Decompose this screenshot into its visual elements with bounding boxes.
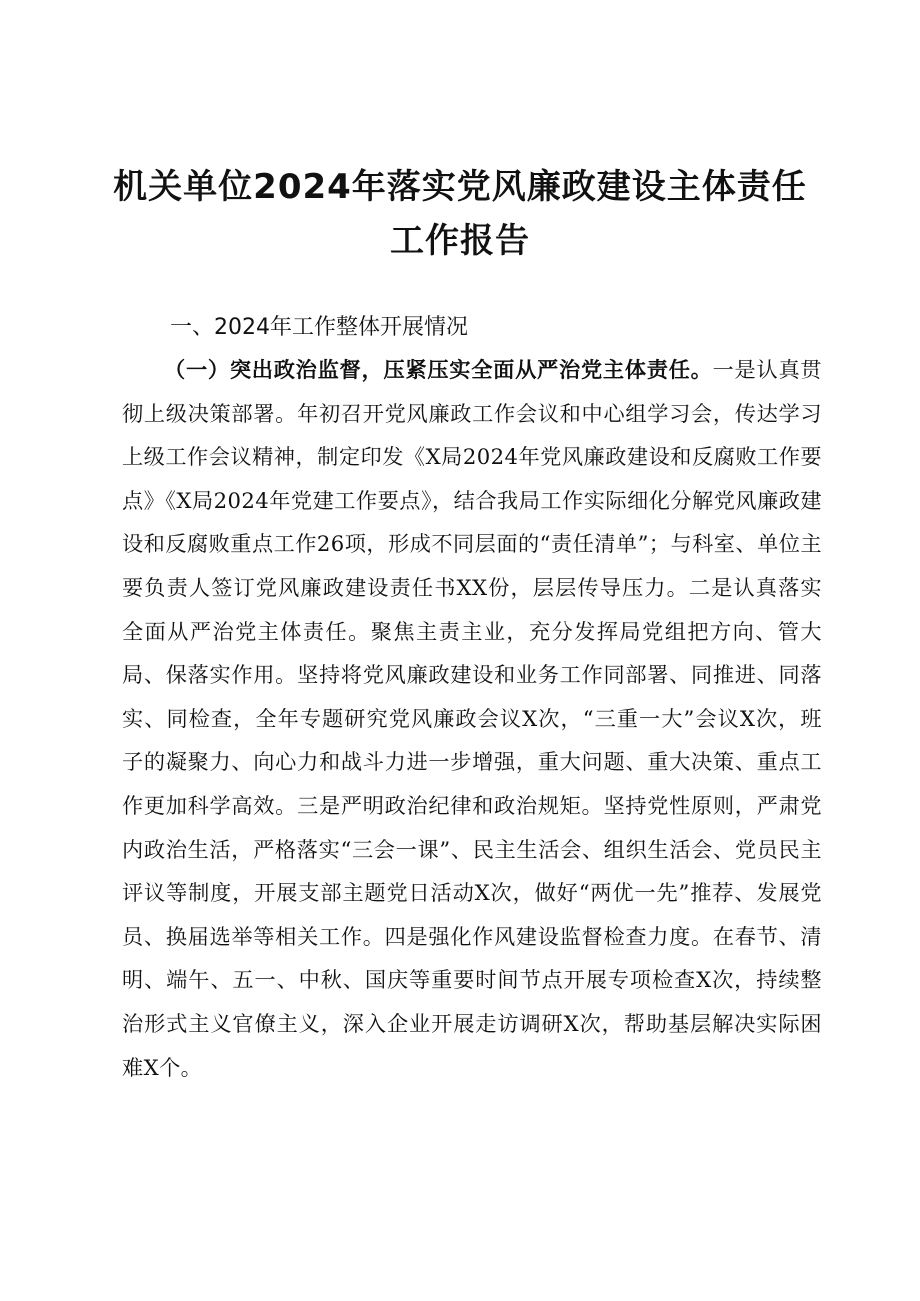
section-heading: 一、2024年工作整体开展情况 [170, 315, 468, 340]
document-title-line-1: 机关单位2024年落实党风廉政建设主体责任 [113, 167, 807, 207]
document-title-line-2: 工作报告 [390, 221, 530, 261]
body-paragraph [122, 348, 822, 1089]
subsection-body: 一是认真贯彻上级决策部署。年初召开党风廉政工作会议和中心组学习会，传达学习上级工作会议精神，制定印发《X局2024年党风廉政建设和反腐败工作要点》《X局2024年党建工作要点》，结合我局工作实际细化分解党风廉政建设和反腐败重点工作26项，形成不同层面的“责任清单”；与科室、单位主要负责人签订党风廉政建设责任书XX份，层层传导压力。二是认真落实全面从严治党主体责任。聚焦主责主业，充分发挥局党组把方向、管大局、保落实作用。坚持将党风廉政建设和业务工作同部署、同推进、同落实、同检查，全年专题研究党风廉政会议X次，“三重一大”会议X次，班子的凝聚力、向心力和战斗力进一步增强，重大问题、重大决策、重点工作更加科学高效。三是严明政治纪律和政治规矩。坚持党性原则，严肃党内政治生活，严格落实“三会一课”、民主生活会、组织生活会、党员民主评议等制度，开展支部主题党日活动X次，做好“两优一先”推荐、发展党员、换届选举等相关工作。四是强化作风建设监督检查力度。在春节、清明、端午、五一、中秋、国庆等重要时间节点开展专项检查X次，持续整治形式主义官僚主义，深入企业开展走访调研X次，帮助基层解决实际困难X个。 [122, 357, 822, 1080]
subsection-lead: （一）突出政治监督，压紧压实全面从严治党主体责任。 [164, 357, 713, 382]
